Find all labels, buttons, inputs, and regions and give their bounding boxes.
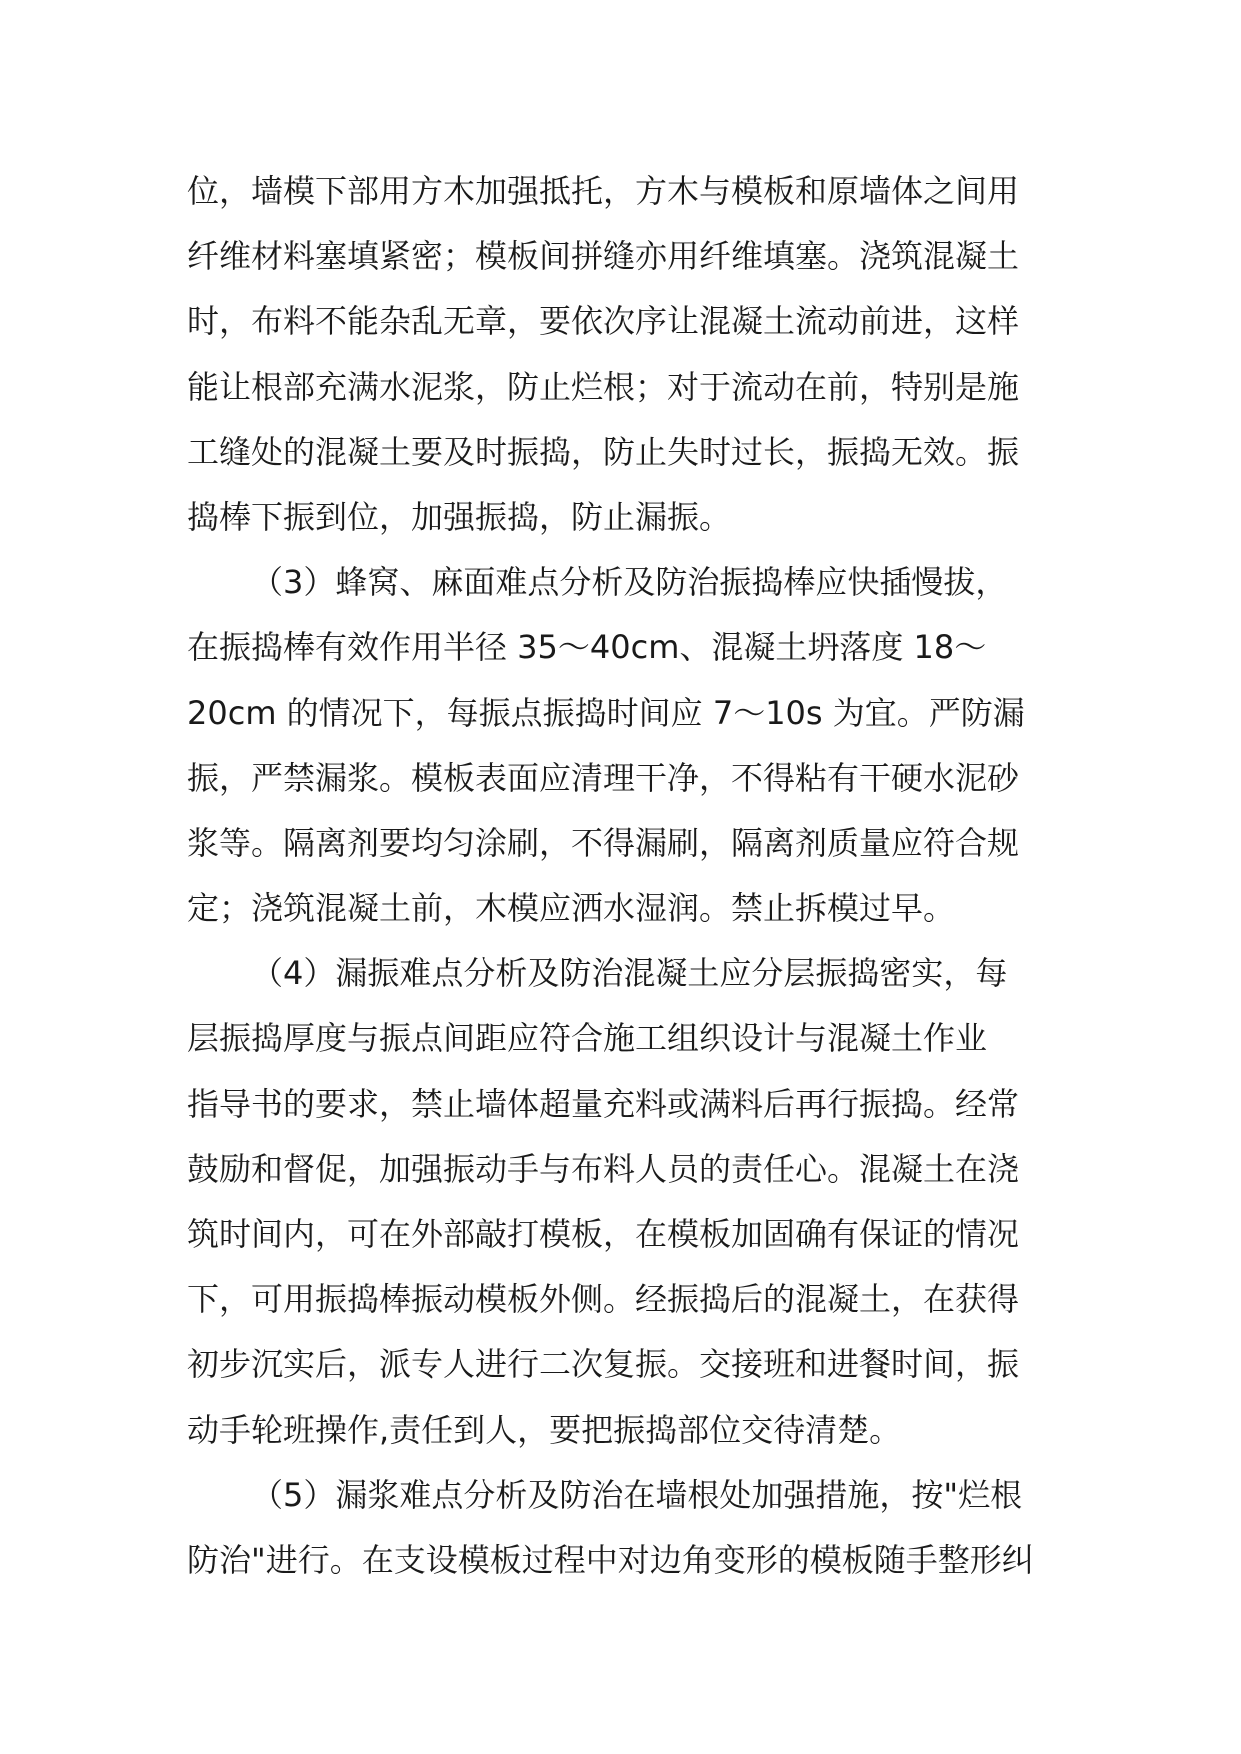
text-line: 动手轮班操作,责任到人，要把振捣部位交待清楚。: [187, 1410, 902, 1449]
text-line: 下，可用振捣棒振动模板外侧。经振捣后的混凝土，在获得: [187, 1280, 1020, 1319]
text-line: 能让根部充满水泥浆，防止烂根；对于流动在前，特别是施: [187, 367, 1020, 406]
text-line: 浆等。隔离剂要均匀涂刷，不得漏刷，隔离剂质量应符合规: [187, 823, 1020, 862]
text-line: 振，严禁漏浆。模板表面应清理干净，不得粘有干硬水泥砂: [187, 758, 1020, 797]
text-line: 指导书的要求，禁止墙体超量充料或满料后再行振捣。经常: [187, 1084, 1020, 1123]
text-line: （5）漏浆难点分析及防治在墙根处加强措施，按"烂根: [251, 1475, 1023, 1514]
text-line: 鼓励和督促，加强振动手与布料人员的责任心。混凝土在浇: [187, 1149, 1020, 1188]
text-line: 工缝处的混凝土要及时振捣，防止失时过长，振捣无效。振: [187, 432, 1020, 471]
text-line: 20cm 的情况下，每振点振捣时间应 7～10s 为宜。严防漏: [187, 693, 1025, 732]
text-line: 在振捣棒有效作用半径 35～40cm、混凝土坍落度 18～: [187, 628, 987, 667]
text-line: 层振捣厚度与振点间距应符合施工组织设计与混凝土作业: [187, 1019, 988, 1058]
body-text: [187, 159, 1067, 1593]
text-line: 定；浇筑混凝土前，木模应洒水湿润。禁止拆模过早。: [187, 889, 956, 928]
text-line: 防治"进行。在支设模板过程中对边角变形的模板随手整形纠: [187, 1540, 1034, 1579]
text-line: 筑时间内，可在外部敲打模板，在模板加固确有保证的情况: [187, 1215, 1020, 1253]
text-line: 时，布料不能杂乱无章，要依次序让混凝土流动前进，这样: [187, 302, 1020, 341]
text-line: 捣棒下振到位，加强振捣，防止漏振。: [187, 497, 732, 536]
text-line: （4）漏振难点分析及防治混凝土应分层振捣密实，每: [251, 954, 1008, 993]
text-line: 位，墙模下部用方木加强抵托，方木与模板和原墙体之间用: [187, 172, 1020, 210]
text-line: （3）蜂窝、麻面难点分析及防治振捣棒应快插慢拔，: [251, 563, 1008, 602]
text-line: 纤维材料塞填紧密；模板间拼缝亦用纤维填塞。浇筑混凝土: [187, 237, 1020, 276]
text-line: 初步沉实后，派专人进行二次复振。交接班和进餐时间，振: [187, 1345, 1020, 1384]
